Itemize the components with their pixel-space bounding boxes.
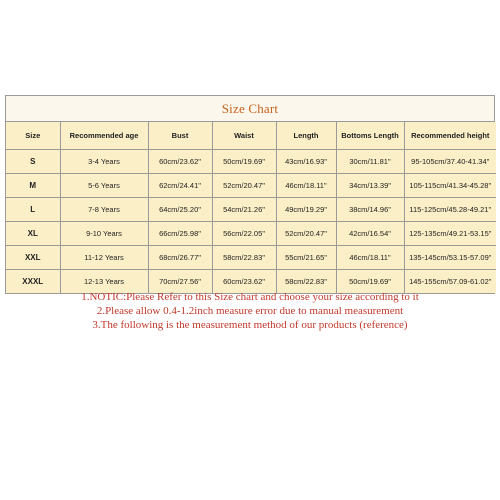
cell-waist: 54cm/21.26" [212,198,276,222]
note-line: 3.The following is the measurement method of our products (reference) [92,319,408,331]
cell-bust: 60cm/23.62" [148,150,212,174]
size-notes [0,290,500,332]
cell-age: 12-13 Years [60,270,148,294]
cell-height: 125-135cm/49.21-53.15" [404,222,496,246]
size-chart [5,95,495,294]
table-row [6,198,496,222]
table-header-row [6,122,496,150]
cell-age: 9-10 Years [60,222,148,246]
cell-height: 115-125cm/45.28-49.21" [404,198,496,222]
cell-waist: 50cm/19.69" [212,150,276,174]
cell-waist: 58cm/22.83" [212,246,276,270]
cell-size: L [6,198,60,222]
cell-age: 5-6 Years [60,174,148,198]
cell-length: 49cm/19.29" [276,198,336,222]
cell-height: 145-155cm/57.09-61.02" [404,270,496,294]
size-table [6,122,496,293]
cell-bottoms-length: 46cm/18.11" [336,246,404,270]
cell-waist: 56cm/22.05" [212,222,276,246]
table-row [6,246,496,270]
cell-height: 105-115cm/41.34-45.28" [404,174,496,198]
cell-bottoms-length: 50cm/19.69" [336,270,404,294]
header-waist: Waist [212,122,276,150]
cell-height: 135-145cm/53.15-57.09" [404,246,496,270]
cell-age: 3-4 Years [60,150,148,174]
header-length: Length [276,122,336,150]
cell-size: XL [6,222,60,246]
note-line: 2.Please allow 0.4-1.2inch measure error due to manual measurement [96,305,404,317]
header-bottoms-length: Bottoms Length [336,122,404,150]
cell-length: 46cm/18.11" [276,174,336,198]
header-recommended-age: Recommended age [60,122,148,150]
cell-length: 52cm/20.47" [276,222,336,246]
cell-length: 55cm/21.65" [276,246,336,270]
cell-bust: 70cm/27.56" [148,270,212,294]
cell-length: 58cm/22.83" [276,270,336,294]
cell-bottoms-length: 42cm/16.54" [336,222,404,246]
cell-bottoms-length: 30cm/11.81" [336,150,404,174]
cell-size: S [6,150,60,174]
table-row [6,150,496,174]
cell-bottoms-length: 38cm/14.96" [336,198,404,222]
cell-size: XXL [6,246,60,270]
header-recommended-height: Recommended height [404,122,496,150]
cell-age: 7-8 Years [60,198,148,222]
size-chart-title: Size Chart [6,96,494,122]
cell-size: XXXL [6,270,60,294]
cell-height: 95-105cm/37.40-41.34" [404,150,496,174]
cell-size: M [6,174,60,198]
cell-age: 11-12 Years [60,246,148,270]
cell-bust: 64cm/25.20" [148,198,212,222]
cell-waist: 60cm/23.62" [212,270,276,294]
cell-waist: 52cm/20.47" [212,174,276,198]
cell-bottoms-length: 34cm/13.39" [336,174,404,198]
table-row [6,222,496,246]
table-row [6,174,496,198]
header-size: Size [6,122,60,150]
cell-bust: 62cm/24.41" [148,174,212,198]
cell-bust: 66cm/25.98" [148,222,212,246]
header-bust: Bust [148,122,212,150]
cell-bust: 68cm/26.77" [148,246,212,270]
note-line: 1.NOTIC:Please Refer to this Size chart and choose your size according to it [81,291,419,303]
cell-length: 43cm/16.93" [276,150,336,174]
